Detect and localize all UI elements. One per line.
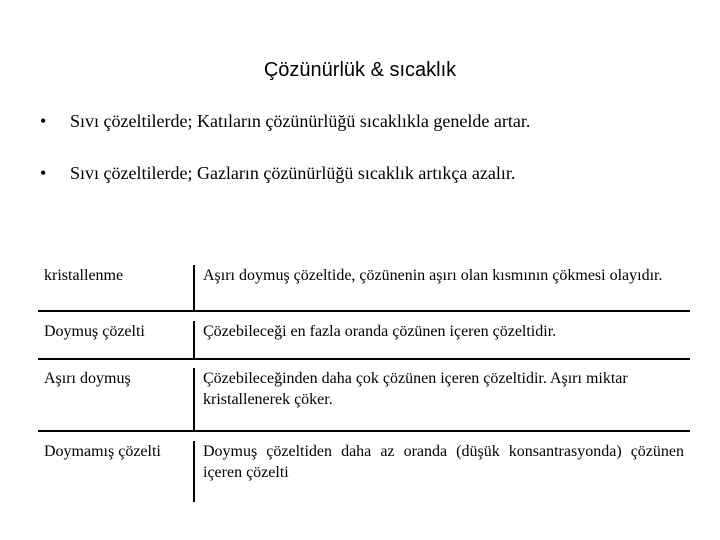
definition-cell: Doymuş çözeltiden daha az oranda (düşük konsantrasyonda) çözünen içeren çözelti xyxy=(193,441,690,502)
term-cell: kristallenme xyxy=(44,267,124,284)
bullet-item xyxy=(40,108,700,134)
bullet-item xyxy=(40,160,700,186)
table-row xyxy=(38,256,690,312)
bullet-text: Sıvı çözeltilerde; Katıların çözünürlüğü sıcaklıkla genelde artar. xyxy=(70,111,531,131)
page-title: Çözünürlük & sıcaklık xyxy=(263,59,457,81)
bullet-list xyxy=(40,108,700,186)
definitions-table xyxy=(38,256,690,502)
term-cell: Aşırı doymuş xyxy=(44,370,131,387)
term-cell: Doymamış çözelti xyxy=(44,443,161,460)
bullet-text: Sıvı çözeltilerde; Gazların çözünürlüğü sıcaklık artıkça azalır. xyxy=(70,163,516,183)
definition-cell: Çözebileceği en fazla oranda çözünen içeren çözeltidir. xyxy=(193,321,690,358)
definition-cell: Çözebileceğinden daha çok çözünen içeren çözeltidir. Aşırı miktar kristallenerek çöker. xyxy=(193,368,690,430)
table-row xyxy=(38,312,690,360)
table-row xyxy=(38,360,690,432)
bullet-icon: • xyxy=(40,163,47,183)
bullet-icon: • xyxy=(40,111,47,131)
table-row xyxy=(38,432,690,502)
term-cell: Doymuş çözelti xyxy=(44,323,145,340)
definition-cell: Aşırı doymuş çözeltide, çözünenin aşırı olan kısmının çökmesi olayıdır. xyxy=(193,265,690,310)
